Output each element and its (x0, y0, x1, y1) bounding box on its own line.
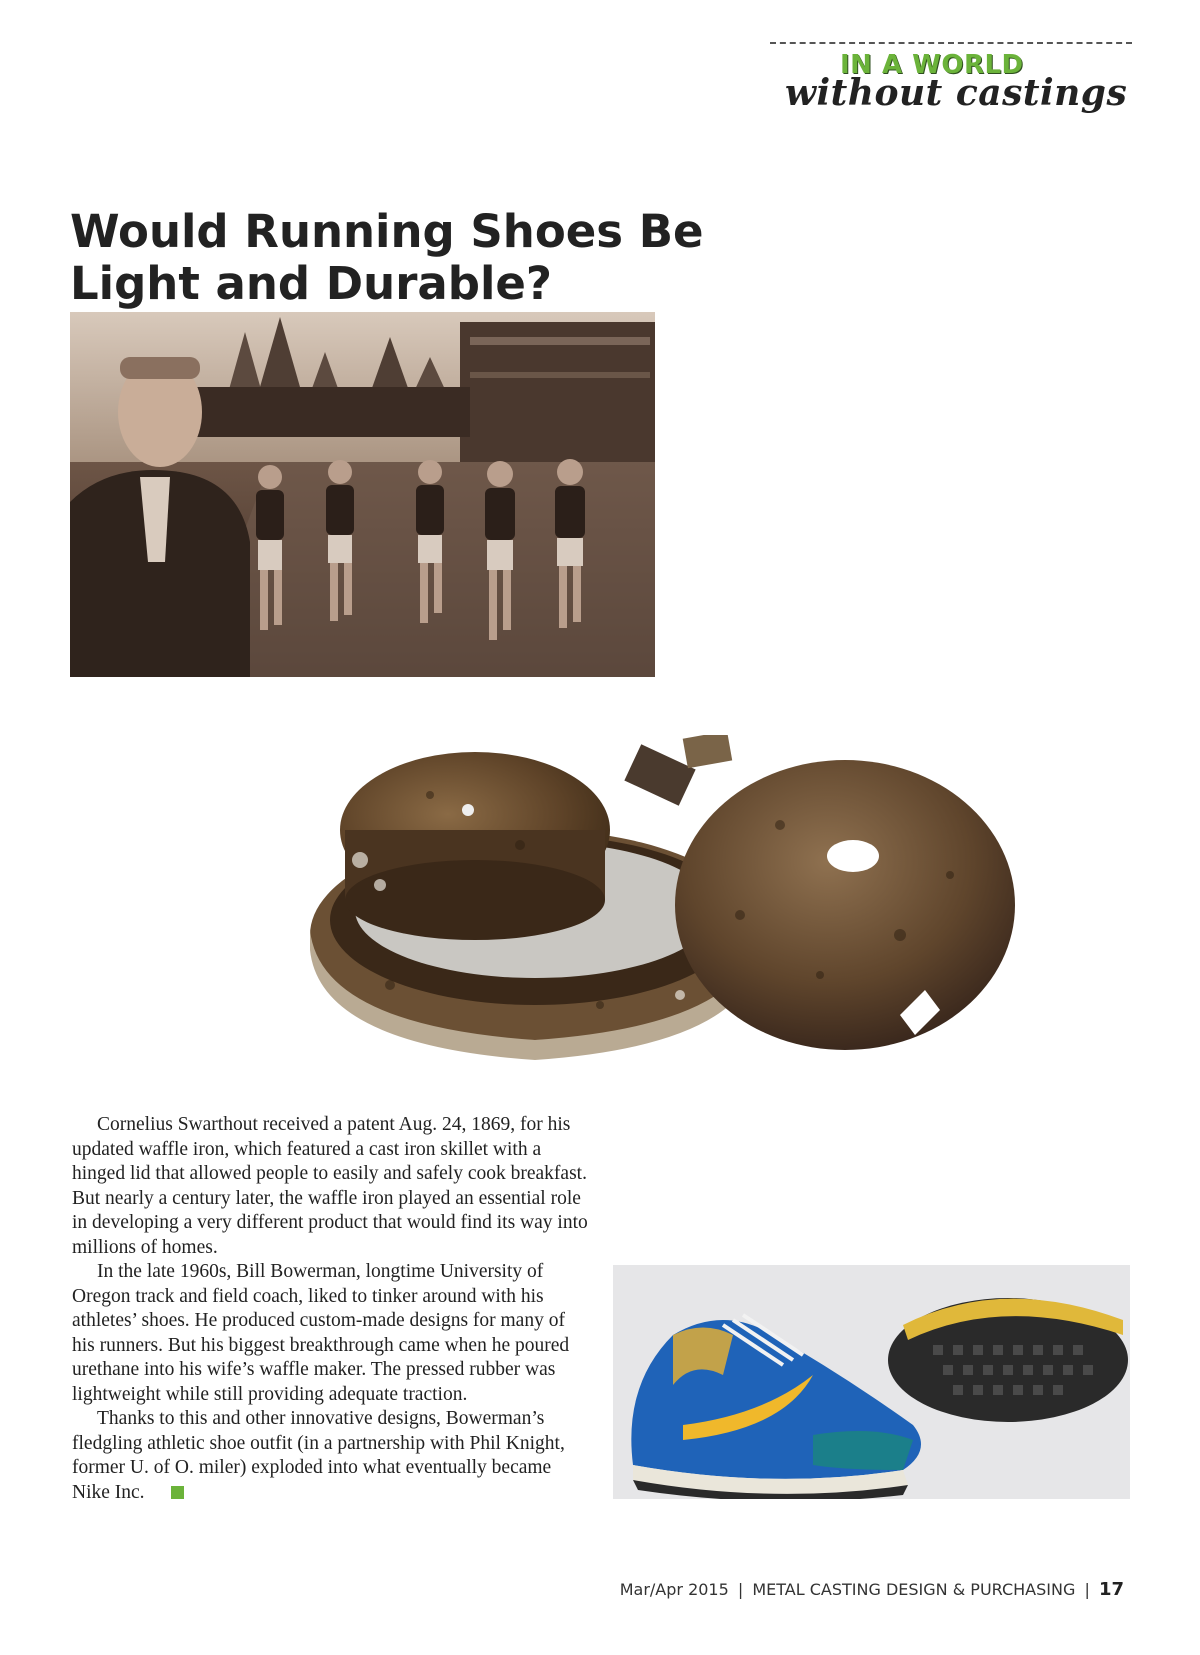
paragraph-3-text: Thanks to this and other innovative designs, Bowerman’s fledgling athletic shoe outfit (in a partnership with Phil Knight, former U. of O. miler) exploded into what eventually became Nike Inc. (72, 1408, 565, 1503)
paragraph-2: In the late 1960s, Bill Bowerman, longtime University of Oregon track and field coach, liked to tinker around with his athletes’ shoes. He produced custom-made designs for many of his runners. But his biggest breakthrough came when he poured urethane into his wife’s waffle maker. The pressed rubber was lightweight while still providing adequate traction. (72, 1261, 570, 1405)
article-body (72, 1113, 592, 1505)
paragraph-3 (72, 1407, 592, 1505)
end-mark-icon (171, 1486, 184, 1499)
header-rule (770, 42, 1132, 44)
page-number: 17 (1098, 1579, 1124, 1600)
series-title-line1: IN A WORLD (840, 50, 1024, 80)
footer-magazine: METAL CASTING DESIGN & PURCHASING (752, 1580, 1076, 1599)
page-footer (620, 1579, 1124, 1600)
footer-issue: Mar/Apr 2015 (619, 1580, 729, 1599)
series-title-line2: without castings (785, 72, 1128, 114)
article-title: Would Running Shoes Be Light and Durable? (70, 205, 704, 311)
coach-runners-photo (70, 312, 655, 677)
footer-separator: | (737, 1580, 744, 1599)
rusted-waffle-iron-photo (300, 735, 1070, 1085)
paragraph-1: Cornelius Swarthout received a patent Aug. 24, 1869, for his updated waffle iron, which featured a cast iron skillet with a hinged lid that allowed people to easily and safely cook breakfast. But nearly a century later, the waffle iron played an essential role in developing a very different product that would find its way into millions of homes. (72, 1114, 588, 1258)
footer-separator-2: | (1084, 1580, 1090, 1599)
running-shoes-photo (613, 1265, 1130, 1499)
